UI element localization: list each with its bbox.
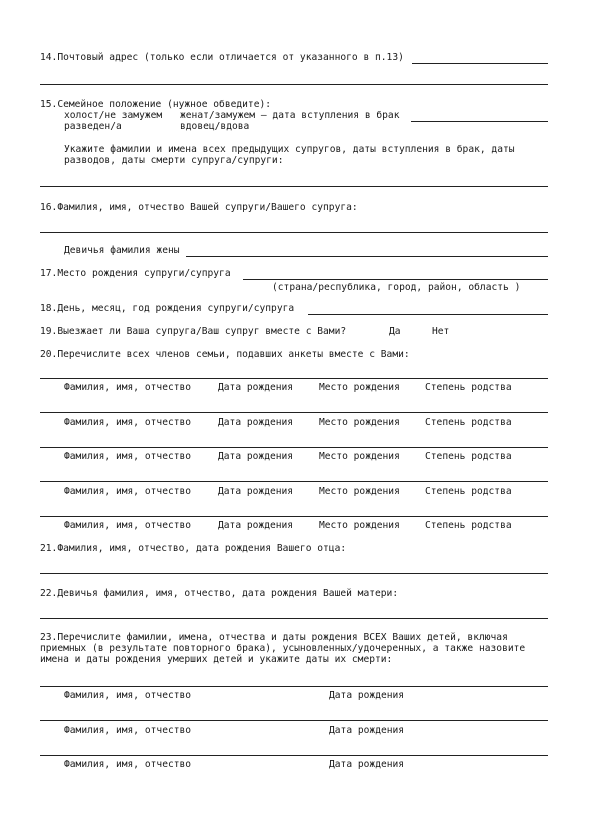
q20-row3-dob: Дата рождения [218,451,294,462]
q20-row2-pob: Место рождения [319,417,400,428]
q20-row1-pob: Место рождения [319,382,400,393]
q20-row1-rel: Степень родства [425,382,512,393]
q19-option-no[interactable]: Нет [432,326,450,337]
q15-option-widowed[interactable]: вдовец/вдова [180,121,250,132]
q23-row1-name: Фамилия, имя, отчество [64,690,192,701]
q20-row3-name: Фамилия, имя, отчество [64,451,192,462]
q14-label: 14.Почтовый адрес (только если отличается от указанного в п.13) [40,52,404,63]
q20-row5-name: Фамилия, имя, отчество [64,520,192,531]
q20-label: 20.Перечислите всех членов семьи, подавших анкеты вместе с Вами: [40,349,410,360]
q19-label: 19.Выезжает ли Ваша супруга/Ваш супруг вместе с Вами? [40,326,347,337]
q20-row5-dob: Дата рождения [218,520,294,531]
q20-row4-pob: Место рождения [319,486,400,497]
q15-note-line1: Укажите фамилии и имена всех предыдущих супругов, даты вступления в брак, даты [64,144,515,155]
q17-hint: (страна/республика, город, район, область ) [272,282,521,293]
q17-spouse-birthplace-field[interactable] [243,279,548,280]
q23-row2-line[interactable] [40,720,548,721]
q20-row3-line[interactable] [40,447,548,448]
q15-previous-spouses-field[interactable] [40,186,548,187]
q18-label: 18.День, месяц, год рождения супруги/супруга [40,303,295,314]
q20-row2-line[interactable] [40,412,548,413]
q20-row2-dob: Дата рождения [218,417,294,428]
q20-row5-pob: Место рождения [319,520,400,531]
q23-line1: 23.Перечислите фамилии, имена, отчества и даты рождения ВСЕХ Ваших детей, включая [40,632,508,643]
q23-row2-name: Фамилия, имя, отчество [64,725,192,736]
q23-line2: приемных (в результате повторного брака), усыновленных/удочеренных, а также назовите [40,643,526,654]
q16-label: 16.Фамилия, имя, отчество Вашей супруги/Вашего супруга: [40,202,358,213]
q23-row3-dob: Дата рождения [329,759,405,770]
q20-row1-line[interactable] [40,378,548,379]
q21-label: 21.Фамилия, имя, отчество, дата рождения Вашего отца: [40,543,347,554]
q15-note-line2: разводов, даты смерти супруга/супруги: [64,155,284,166]
q15-option-divorced[interactable]: разведен/а [64,121,122,132]
q18-spouse-birthdate-field[interactable] [308,314,548,315]
q19-option-yes[interactable]: Да [389,326,401,337]
q20-row1-dob: Дата рождения [218,382,294,393]
q21-father-field[interactable] [40,573,548,574]
q20-row3-pob: Место рождения [319,451,400,462]
q20-row2-name: Фамилия, имя, отчество [64,417,192,428]
q20-row4-dob: Дата рождения [218,486,294,497]
q16-maiden-name-label: Девичья фамилия жены [64,245,180,256]
q22-mother-field[interactable] [40,618,548,619]
q23-row3-line[interactable] [40,755,548,756]
q20-row3-rel: Степень родства [425,451,512,462]
q14-mailing-address-field[interactable] [412,63,548,64]
q20-row2-rel: Степень родства [425,417,512,428]
q23-row1-dob: Дата рождения [329,690,405,701]
q15-option-married[interactable]: женат/замужем – дата вступления в брак [180,110,400,121]
q23-line3: имена и даты рождения умерших детей и укажите даты их смерти: [40,654,393,665]
q20-row1-name: Фамилия, имя, отчество [64,382,192,393]
q15-label: 15.Семейное положение (нужное обведите): [40,99,272,110]
q15-option-single[interactable]: холост/не замужем [64,110,163,121]
q16-spouse-name-field[interactable] [40,232,548,233]
q22-label: 22.Девичья фамилия, имя, отчество, дата рождения Вашей матери: [40,588,399,599]
q20-row4-name: Фамилия, имя, отчество [64,486,192,497]
q23-row2-dob: Дата рождения [329,725,405,736]
q17-label: 17.Место рождения супруги/супруга [40,268,231,279]
q23-row3-name: Фамилия, имя, отчество [64,759,192,770]
q20-row4-line[interactable] [40,481,548,482]
q20-row4-rel: Степень родства [425,486,512,497]
q14-mailing-address-line2[interactable] [40,84,548,85]
q20-row5-rel: Степень родства [425,520,512,531]
q23-row1-line[interactable] [40,686,548,687]
q20-row5-line[interactable] [40,516,548,517]
q15-marriage-date-field[interactable] [411,121,548,122]
q16-maiden-name-field[interactable] [186,256,548,257]
